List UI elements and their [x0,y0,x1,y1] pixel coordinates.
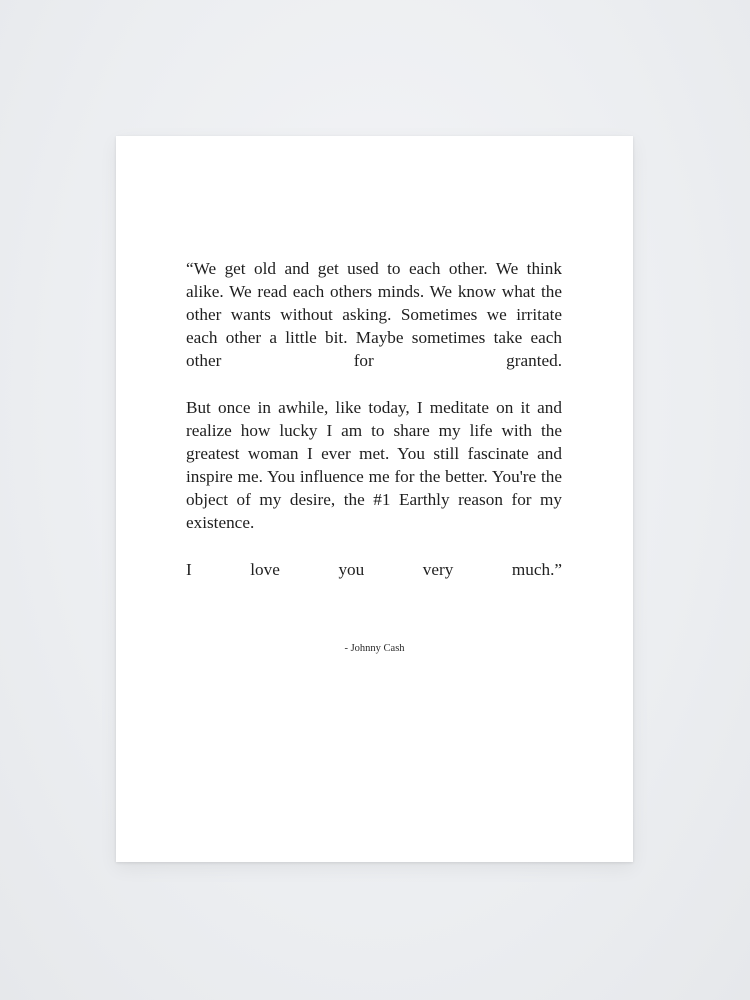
quote-block [186,257,562,581]
quote-paragraph-2: But once in awhile, like today, I meditate on it and realize how lucky I am to share my life with the greatest woman I ever met. You still fascinate and inspire me. You influence me for the better. You're the object of my desire, the #1 Earthly reason for my existence. [186,398,562,532]
quote-attribution: - Johnny Cash [344,643,405,654]
quote-paragraph-1: “We get old and get used to each other. We think alike. We read each others minds. We know what the other wants without asking. Sometimes we irritate each other a little bit. Maybe sometimes take each other for granted. [186,259,562,370]
poster-print [116,136,633,862]
quote-paragraph-3: I love you very much.” [186,560,562,579]
